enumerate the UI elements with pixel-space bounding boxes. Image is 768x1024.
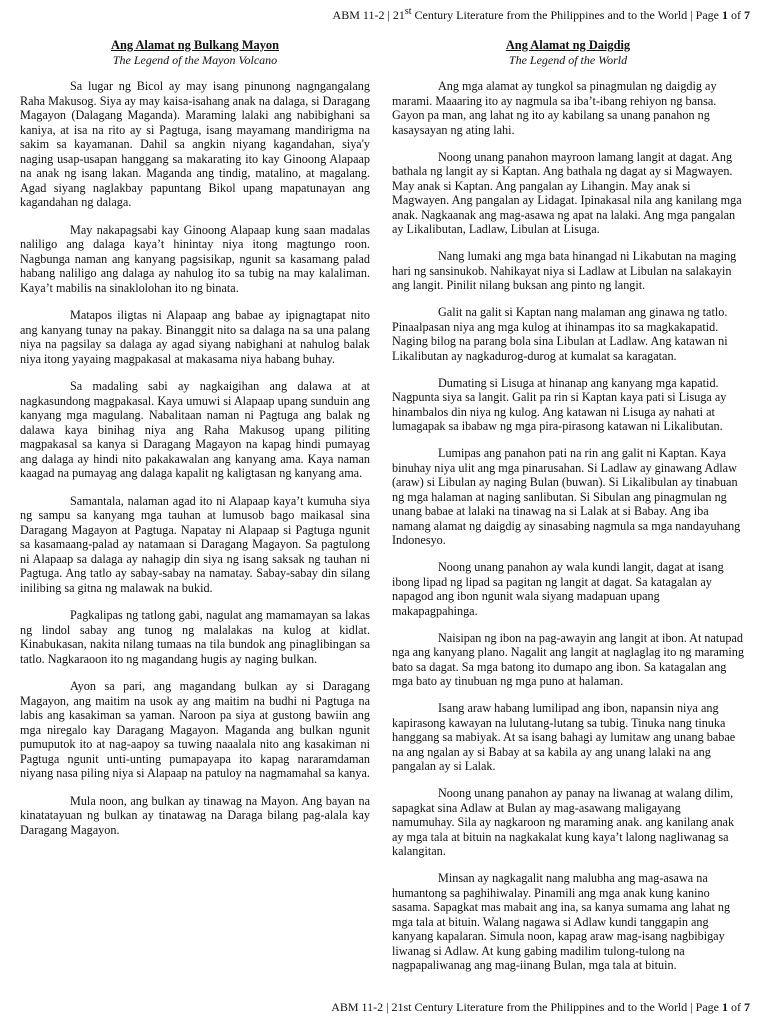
header-ordinal-suffix: st xyxy=(404,6,412,17)
left-story-subtitle: The Legend of the Mayon Volcano xyxy=(112,52,278,67)
right-story-subtitle: The Legend of the World xyxy=(508,52,628,67)
left-paragraph: Pagkalipas ng tatlong gabi, nagulat ang mamamayan sa lakas ng lindol sabay ang tunog ng malalakas na kulog at kidlat. Kinabukasan, nakita nilang tumaas na tila bundok ang pinaglibingan sa tatlo. Nagkaraoon ito ng magandang hugis ay naging bulkan. xyxy=(20,608,370,666)
right-paragraph: Lumipas ang panahon pati na rin ang galit ni Kaptan. Kaya binuhay niya ulit ang mga pinarusahan. Si Ladlaw ay ginawang Adlaw (araw) si Libulan ay naging Bulan (buwan). Si Likalibulan ay tinabuan ng mga halaman at naging sanlibutan. Si Sibulan ang pinagmulan ng unang babae at lalaki na tinawag na si Lalak at si Babay. Ang iba namang alamat ng daigdig ay sinasabing nagmula sa mga nandayuhang Indonesyo. xyxy=(392,446,741,547)
footer-page-total: 7 xyxy=(744,1000,750,1014)
left-paragraph: Mula noon, ang bulkan ay tinawag na Mayon. Ang bayan na kinatatayuan ng bulkan ay tinatawag na Daraga bilang pag-alala kay Daragang Magayon. xyxy=(20,793,370,837)
left-paragraph: Ayon sa pari, ang magandang bulkan ay si Daragang Magayon, ang maitim na usok ay ang maitim na budhi ni Pagtuga na labis ang kasakiman sa yaman. Naroon pa siya at gustong bawiin ang mga niregalo kay Daragang Magayon. Maganda ang bulkan ngunit pumuputok ito at nag-aapoy sa tuwing naaalala nito ang kasakiman ni Pagtuga ngunit unti-unting pumapayapa ito kapag nararamdaman niyang nasa piling niya si Alapaap na patuloy na nagmamahal sa kanya. xyxy=(20,679,370,780)
page-header xyxy=(333,6,750,23)
right-paragraph: Ang mga alamat ay tungkol sa pinagmulan ng daigdig ay marami. Maaaring ito ay nagmula sa iba’t-ibang rehiyon ng bansa. Gayon pa man, ang lahat ng ito ay kabilang sa unang panahon ng kasaysayan ng ating lahi. xyxy=(392,79,717,137)
left-story-title: Ang Alamat ng Bulkang Mayon xyxy=(111,38,279,52)
footer-of: of xyxy=(728,1000,744,1014)
left-paragraph: Sa madaling sabi ay nagkaigihan ang dalawa at at nagkasundong magpakasal. Kaya umuwi si Alapaap upang sunduin ang kanyang mga magulang. Nabalitaan naman ni Pagtuga ang balak ng dalawa kaya binihag niya ang Raha Makusog upang piliting magpakasal sa kanya si Daragang Magayon na kapag hindi pumayag ang dalaga ay hindi nito pakakawalan ang kanyang ama. Kaya naman kaagad na pumayag ang dalaga kapalit ng kaligtasan ng kanyang ama. xyxy=(20,379,370,480)
right-paragraph: Minsan ay nagkagalit nang malubha ang mag-asawa na humantong sa paghihiwalay. Pinamili ang mga anak kung kanino sasama. Sapagkat mas mabait ang ina, sa kanya sumama ang lahat ng mga tala at bituin. Walang nagawa si Adlaw kundi tanggapin ang kanyang kapalaran. Simula noon, kapag araw mag-isang nagbibigay liwanag si Adlaw. At kung gabing madilim tulong-tulong na nagpapaliwanag ang mag-iinang Bulan, mga tala at bituin. xyxy=(392,871,731,972)
left-paragraph: Sa lugar ng Bicol ay may isang pinunong nagngangalang Raha Makusog. Siya ay may kaisa-isahang anak na dalaga, si Daragang Magayon (Dalagang Maganda). Maraming lalaki ang nabibighani sa kaniya, at isa na rito ay si Pagtuga, isang mayamang mandirigma na sakim sa kayamanan. Dahil sa angkin niyang kagandahan, siya'y naging usap-usapan hanggang sa makarating ito kay Ginoong Alapaap na anak ng isang lakan. Maganda ang tindig, matalino, at magalang. Agad siyang naglakbay papuntang Bikol upang mapatunayan ang kagandahan ng dalaga. xyxy=(20,79,370,209)
right-column xyxy=(392,34,744,985)
right-paragraph: Isang araw habang lumilipad ang ibon, napansin niya ang kapirasong kawayan na lulutang-lutang sa tubig. Tinuka nang tinuka hanggang sa mabiyak. At sa isang bahagi ay lumitaw ang unang babae na ang ngalan ay si Babay at sa kabila ay ang unang lalaki na ang pangalan ay si Lalak. xyxy=(392,701,736,773)
header-page-total: 7 xyxy=(744,8,750,22)
header-of: of xyxy=(728,8,744,22)
right-paragraph: Naisipan ng ibon na pag-awayin ang langit at ibon. At natupad nga ang kanyang plano. Nagalit ang langit at naglaglag ito ng maraming bato sa dagat. Sa mga batong ito dumapo ang ibon. Sa katagalan ang mga bato ay tinubuan ng mga puno at halaman. xyxy=(392,630,744,688)
left-paragraph: Matapos iligtas ni Alapaap ang babae ay ipignagtapat nito ang kanyang tunay na pakay. Binanggit nito sa dalaga na sa una palang niya na pagsilay sa dalaga ay agad siyang nabighani at nahulog balak niya itong yayaing magpakasal at makasama niya habang buhay. xyxy=(20,308,370,366)
right-paragraph: Noong unang panahon ay wala kundi langit, dagat at isang ibong lipad ng lipad sa pagitan ng langit at dagat. Sa katagalan ay napagod ang ibon ngunit wala siyang madapuan upang makapagpahinga. xyxy=(392,560,724,618)
left-paragraph: May nakapagsabi kay Ginoong Alapaap kung saan madalas naliligo ang dalaga kaya’t hinintay niya itong magtungo roon. Nagbunga naman ang kanyang pagsisikap, ngunit sa kasamang palad habang naliligo ang dalaga ay nahulog ito sa tubig na may kalaliman. Kaya’t mabilis na sinaklolohan ito ng binata. xyxy=(20,222,370,295)
footer-course-title: ABM 11-2 | 21st Century Literature from the Philippines and to the World | Page xyxy=(331,1000,722,1014)
header-page-number: 1 xyxy=(722,8,728,22)
header-course-prefix: ABM 11-2 | 21 xyxy=(332,8,405,22)
right-story-title: Ang Alamat ng Daigdig xyxy=(505,38,631,52)
right-paragraph: Galit na galit si Kaptan nang malaman ang ginawa ng tatlo. Pinaalpasan niya ang mga kulog at ihinampas ito sa magkakapatid. Naging bilog na parang bola sina Libulan at Ladlaw. Ang katawan ni Likalibutan ay nagkadurog-durog at kumalat sa karagatan. xyxy=(392,305,728,363)
header-course-title: Century Literature from the Philippines and to the World | Page xyxy=(411,8,722,22)
left-paragraph: Samantala, nalaman agad ito ni Alapaap kaya’t kumuha siya ng sampu sa kanyang mga tauhan at lumusob bago maikasal sina Daragang Magayon at Pagtuga. Napatay ni Alapaap si Pagtuga ngunit sa kasamaang-palad ay natamaan si Daragang Magayon. Sa pagtulong ni Alapaap sa dalaga ay nahagip din siya ng isang saksak ng tauhan ni Pagtuga. Ang tatlo ay sabay-sabay na namatay. Sabay-sabay din silang inilibing sa gitna ng malawak na bukid. xyxy=(20,493,370,595)
right-paragraph: Nang lumaki ang mga bata hinangad ni Likabutan na maging hari ng sansinukob. Nahikayat niya si Ladlaw at Libulan na salakayin ang langit. Pinilit nilang buksan ang pinto ng langit. xyxy=(392,249,737,292)
page-footer xyxy=(331,1000,750,1015)
right-paragraph: Noong unang panahon ay panay na liwanag at walang dilim, sapagkat sina Adlaw at Bulan ay mag-asawang maligayang namumuhay. Sila ay nagkaroon ng maraming anak. ang kanilang anak ay mga tala at bituin na nagkakalat kung kaya’t lalong nagliwanag sa kalangitan. xyxy=(392,786,735,858)
footer-page-number: 1 xyxy=(722,1000,728,1014)
right-paragraph: Dumating si Lisuga at hinanap ang kanyang mga kapatid. Nagpunta siya sa langit. Galit pa rin si Kaptan kaya pati si Lisuga ay hinambalos din niya ng kulog. Ang katawan ni Lisuga ay nahati at lumagapak sa ibabaw ng mga pira-pirasong katawan ni Likalibutan. xyxy=(392,375,727,433)
right-paragraph: Noong unang panahon mayroon lamang langit at dagat. Ang bathala ng langit ay si Kaptan. Ang bathala ng dagat ay si Magwayen. May anak si Kaptan. Ang pangalan ay Lihangin. May anak si Magwayen. Ang pangalan ay Lidagat. Ipinakasal nila ang kanilang mga anak. Nagkaanak ang mag-asawa ng apat na lalaki. Ang mga pangalan ay Likalibutan, Ladlaw, Libulan at Lisuga. xyxy=(392,149,742,236)
left-column xyxy=(20,34,370,850)
